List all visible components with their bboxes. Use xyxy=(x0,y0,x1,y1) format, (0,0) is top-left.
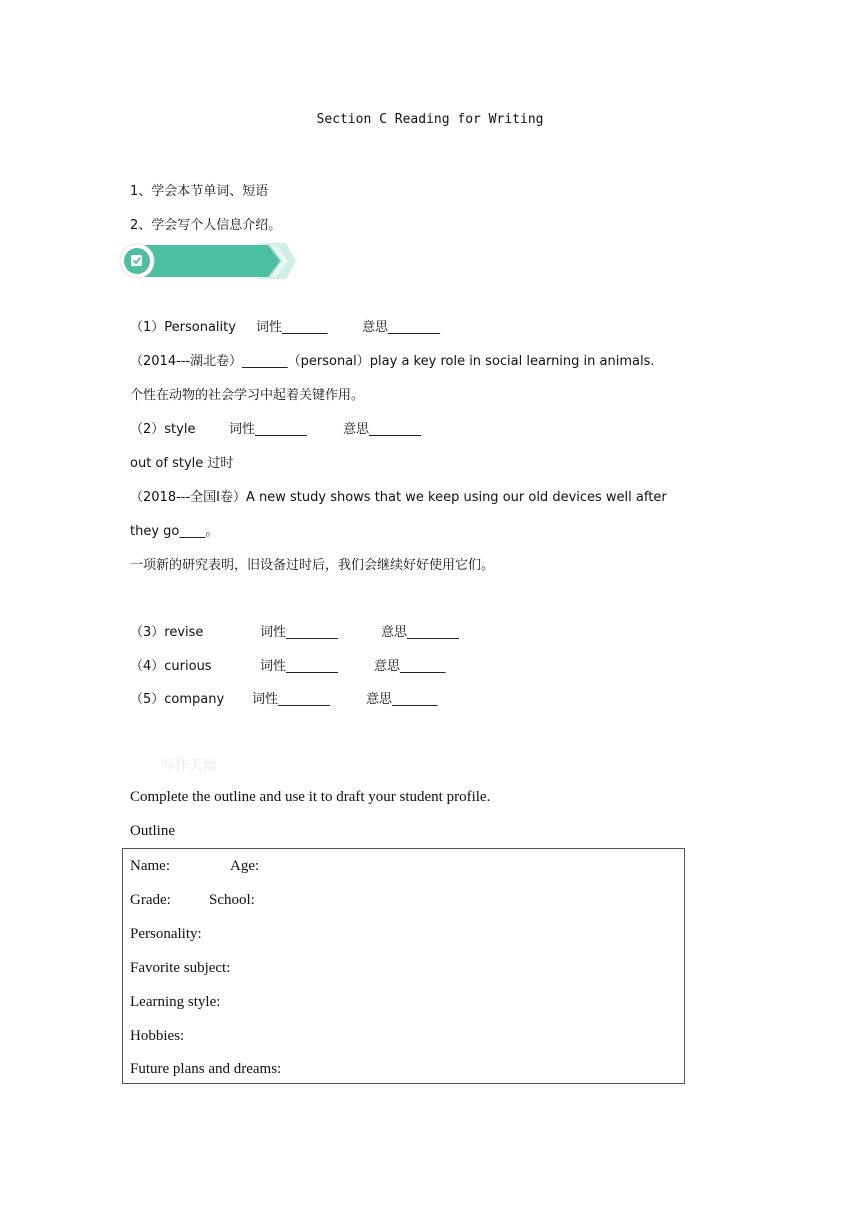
vocab-item-1-example: （2014---湖北卷）_______（personal）play a key role in social learning in animals. xyxy=(130,354,655,369)
vocab-item-4-head: （4）curious xyxy=(130,659,212,674)
outline-field-learning-style: Learning style: xyxy=(130,994,221,1010)
outline-field-school: School: xyxy=(209,892,255,908)
vocab-item-4-meaning: 意思_______ xyxy=(374,659,446,674)
vocab-item-1-translation: 个性在动物的社会学习中起着关键作用。 xyxy=(130,388,365,403)
vocab-item-5-meaning: 意思_______ xyxy=(366,692,438,707)
vocab-item-1-head: （1）Personality xyxy=(130,320,236,335)
vocab-item-2-pos: 词性________ xyxy=(229,422,308,437)
vocab-item-3-head: （3）revise xyxy=(130,625,204,640)
banner-arrow-graphic xyxy=(118,241,298,281)
vocab-item-1-pos: 词性_______ xyxy=(256,320,328,335)
outline-field-grade: Grade: xyxy=(130,892,171,908)
outline-field-favorite-subject: Favorite subject: xyxy=(130,960,231,976)
outline-label: Outline xyxy=(130,823,175,839)
outline-field-personality: Personality: xyxy=(130,926,202,942)
writing-section-label: 写作天地 xyxy=(161,758,217,774)
page-title: Section C Reading for Writing xyxy=(316,112,544,127)
check-icon xyxy=(131,255,142,266)
outline-box xyxy=(122,848,685,1084)
vocab-item-2-example-line-2: they go____。 xyxy=(130,524,219,539)
vocab-item-2-meaning: 意思________ xyxy=(343,422,422,437)
writing-instruction: Complete the outline and use it to draft your student profile. xyxy=(130,789,491,805)
vocab-item-2-head: （2）style xyxy=(130,422,196,437)
vocab-item-5-head: （5）company xyxy=(130,692,225,707)
outline-field-hobbies: Hobbies: xyxy=(130,1028,185,1044)
vocab-item-3-meaning: 意思________ xyxy=(381,625,460,640)
vocab-item-2-phrase: out of style 过时 xyxy=(130,456,234,471)
vocab-item-5-pos: 词性________ xyxy=(252,692,331,707)
goal-item-1: 1、学会本节单词、短语 xyxy=(130,184,269,199)
vocab-item-2-example-line-1: （2018---全国Ⅰ卷）A new study shows that we keep using our old devices well after xyxy=(130,490,667,505)
vocab-item-2-translation: 一项新的研究表明，旧设备过时后，我们会继续好好使用它们。 xyxy=(130,558,495,573)
goal-item-2: 2、学会写个人信息介绍。 xyxy=(130,218,282,233)
outline-field-future-plans: Future plans and dreams: xyxy=(130,1061,282,1077)
outline-field-name: Name: xyxy=(130,858,170,874)
section-banner xyxy=(118,241,298,281)
outline-field-age: Age: xyxy=(230,858,260,874)
vocab-item-3-pos: 词性________ xyxy=(260,625,339,640)
vocab-item-4-pos: 词性________ xyxy=(260,659,339,674)
vocab-item-1-meaning: 意思________ xyxy=(362,320,441,335)
